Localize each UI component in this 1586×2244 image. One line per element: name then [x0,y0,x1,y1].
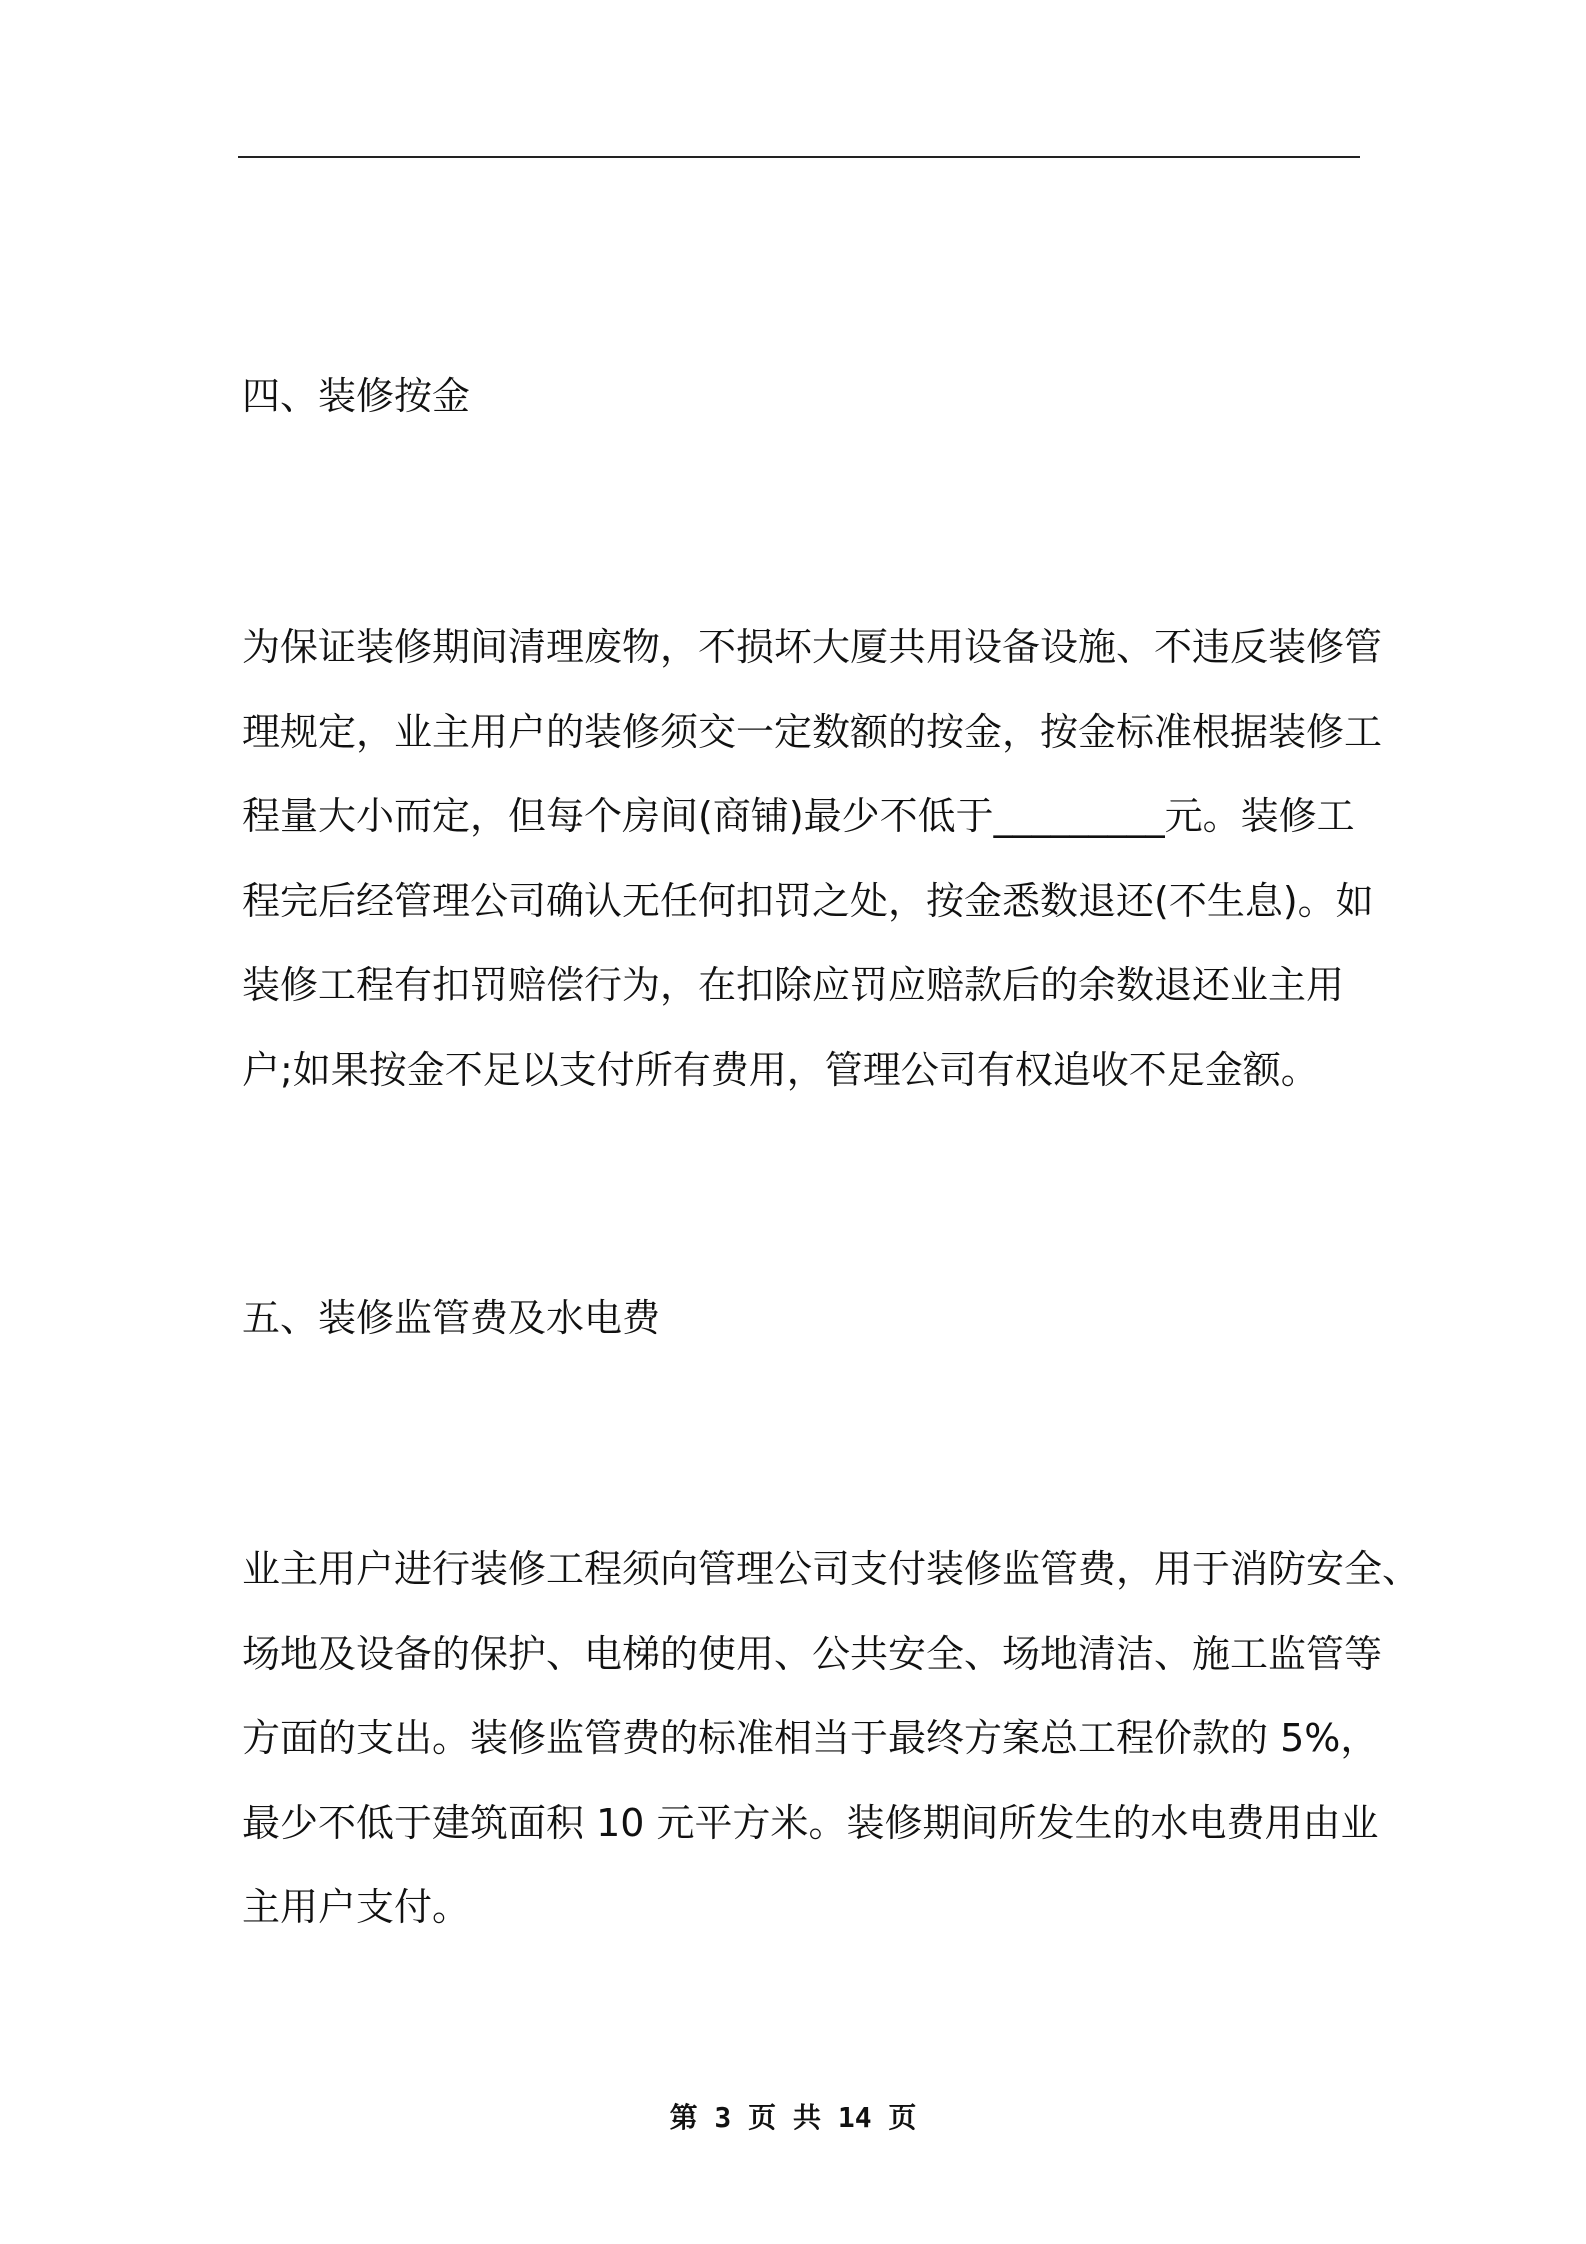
paragraph-line: 为保证装修期间清理废物，不损坏大厦共用设备设施、不违反装修管 [242,625,1383,669]
header-divider [238,156,1360,158]
section-5-paragraph [242,1527,1421,1950]
paragraph-line: 装修工程有扣罚赔偿行为，在扣除应罚应赔款后的余数退还业主用 [242,963,1345,1007]
paragraph-line: 户;如果按金不足以支付所有费用，管理公司有权追收不足金额。 [242,1047,1319,1092]
paragraph-line: 主用户支付。 [242,1885,471,1929]
section-4-heading: 四、装修按金 [242,374,471,418]
paragraph-line: 程完后经管理公司确认无任何扣罚之处，按金悉数退还(不生息)。如 [242,878,1374,923]
paragraph-line: 最少不低于建筑面积 10 元平方米。装修期间所发生的水电费用由业 [242,1800,1379,1845]
paragraph-line: 方面的支出。装修监管费的标准相当于最终方案总工程价款的 5%， [242,1716,1379,1760]
paragraph-line: 程量大小而定，但每个房间(商铺)最少不低于_________元。装修工 [242,794,1355,838]
paragraph-line: 理规定，业主用户的装修须交一定数额的按金，按金标准根据装修工 [242,709,1383,754]
section-4-paragraph [242,605,1383,1112]
paragraph-line: 场地及设备的保护、电梯的使用、公共安全、场地清洁、施工监管等 [242,1631,1383,1676]
page-number-footer: 第 3 页 共 14 页 [669,2101,917,2134]
paragraph-line: 业主用户进行装修工程须向管理公司支付装修监管费，用于消防安全、 [242,1547,1421,1591]
section-5-heading: 五、装修监管费及水电费 [242,1296,661,1340]
